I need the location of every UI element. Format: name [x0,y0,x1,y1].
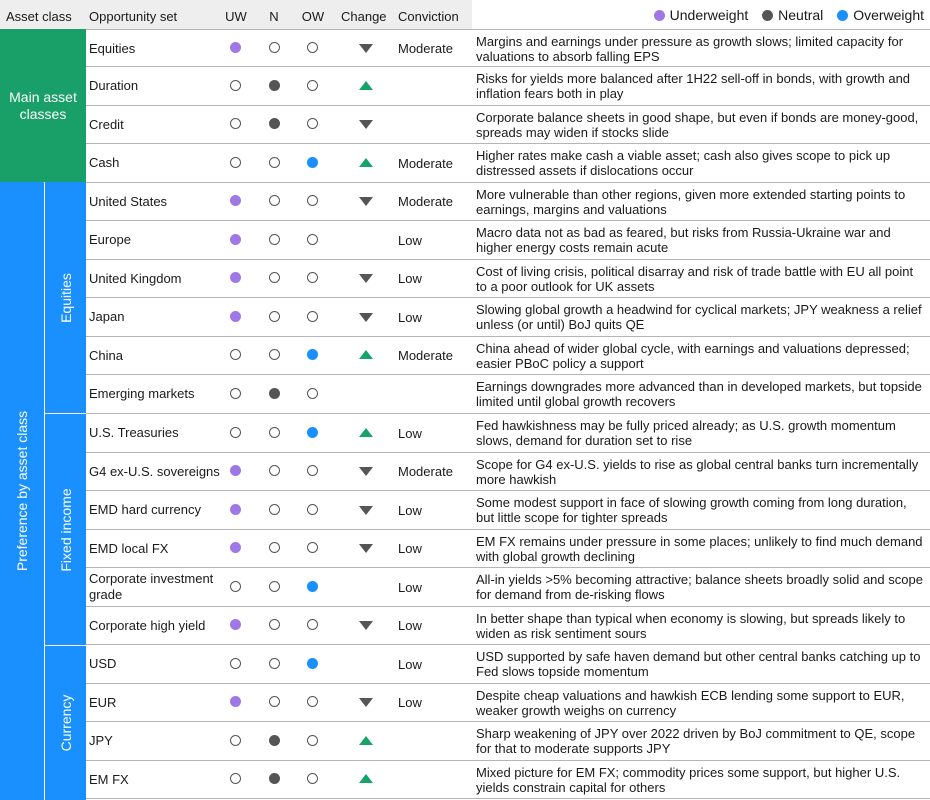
triangle-up-icon [359,350,373,359]
uw-dot-icon [230,388,241,399]
table-row [86,492,930,530]
triangle-down-icon [359,698,373,707]
opportunity-name: United Kingdom [89,270,182,286]
opportunity-name: EM FX [89,771,129,787]
opportunity-name: Duration [89,78,139,94]
n-dot-icon [269,619,280,630]
legend-neutral-label: Neutral [778,7,824,23]
ow-dot-icon [307,42,318,53]
opportunity-name: EMD local FX [89,540,169,556]
n-dot-icon [269,696,280,707]
ow-dot-icon [307,658,318,669]
n-dot-icon [269,388,280,399]
ow-dot-icon [307,388,318,399]
table-row [86,646,930,684]
header-n: N [269,9,279,24]
opportunity-name: United States [89,193,168,209]
group-equities [44,182,86,413]
ow-dot-icon [307,504,318,515]
n-dot-icon [269,773,280,784]
n-dot-icon [269,118,280,129]
opportunity-name: Corporate investment grade [89,571,214,603]
table-row [86,145,930,183]
commentary: More vulnerable than other regions, given more extended starting points to earnings, margins and valuations [476,186,906,217]
conviction-value: Low [398,425,422,441]
triangle-up-icon [359,428,373,437]
commentary: Some modest support in face of slowing growth coming from long duration, but little scope for tighter spreads [476,495,907,526]
commentary: Slowing global growth a headwind for cyclical markets; JPY weakness a relief unless (or until) BoJ quits QE [476,302,922,333]
n-dot-icon [269,349,280,360]
table-row [86,415,930,453]
n-dot-icon [269,157,280,168]
legend-overweight-label: Overweight [853,7,924,23]
ow-dot-icon [307,195,318,206]
uw-dot-icon [230,349,241,360]
uw-dot-icon [230,504,241,515]
group-currency [44,645,86,800]
commentary: Higher rates make cash a viable asset; cash also gives scope to pick up distressed assets if dislocations occur [476,148,891,179]
opportunity-name: Equities [89,40,136,56]
table-row [86,569,930,607]
commentary: Corporate balance sheets in good shape, but even if bonds are money-good, spreads may widen if stocks slide [476,109,919,140]
ow-dot-icon [307,581,318,592]
opportunity-name: JPY [89,733,113,749]
ow-dot-icon [307,465,318,476]
ow-dot-icon [307,311,318,322]
opportunity-name: Cash [89,155,120,171]
commentary: Margins and earnings under pressure as growth slows; limited capacity for valuations to absorb falling EPS [476,33,904,64]
conviction-value: Moderate [398,464,453,480]
uw-dot-icon [230,42,241,53]
opportunity-name: USD [89,656,117,672]
table-row [86,29,930,67]
legend [644,0,924,29]
commentary: Earnings downgrades more advanced than in developed markets, but topside limited until global growth recovers [476,379,922,410]
uw-dot-icon [230,272,241,283]
ow-dot-icon [307,157,318,168]
table-row [86,530,930,568]
commentary: China ahead of wider global cycle, with earnings and valuations depressed; easier PBoC policy a support [476,340,910,371]
conviction-value: Low [398,695,422,711]
table-row [86,299,930,337]
commentary: Despite cheap valuations and hawkish ECB lending some support to EUR, weaker growth weighs on currency [476,687,905,718]
uw-dot-icon [230,311,241,322]
header-change: Change [341,9,387,24]
triangle-down-icon [359,197,373,206]
ow-dot-icon [307,735,318,746]
group-fixed-income [44,413,86,645]
triangle-down-icon [359,621,373,630]
n-dot-icon [269,658,280,669]
opportunity-name: Japan [89,309,125,325]
uw-dot-icon [230,118,241,129]
uw-dot-icon [230,581,241,592]
commentary: Scope for G4 ex-U.S. yields to rise as global central banks turn incrementally more hawkish [476,456,919,487]
ow-dot-icon [307,80,318,91]
n-dot-icon [269,80,280,91]
header-ow: OW [301,9,325,24]
triangle-down-icon [359,274,373,283]
triangle-down-icon [359,467,373,476]
n-dot-icon [269,427,280,438]
header-asset-class: Asset class [6,9,72,24]
n-dot-icon [269,234,280,245]
n-dot-icon [269,42,280,53]
commentary: Fed hawkishness may be fully priced already; as U.S. growth momentum slows, demand for duration set to rise [476,418,896,448]
opportunity-name: China [89,347,123,363]
ow-dot-icon [307,619,318,630]
conviction-value: Low [398,618,422,634]
conviction-value: Low [398,309,422,325]
n-dot-icon [269,504,280,515]
triangle-up-icon [359,158,373,167]
table-header [0,0,930,29]
legend-underweight [654,0,749,31]
n-dot-icon [269,735,280,746]
conviction-value: Low [398,656,422,672]
n-dot-icon [269,581,280,592]
commentary: Risks for yields more balanced after 1H22 sell-off in bonds, with growth and inflation fears both in play [476,71,911,102]
group-fixed-income-label: Fixed income [57,487,74,572]
table-row [86,183,930,221]
group-main-asset-classes [0,29,86,182]
group-main-label: Main asset classes [9,88,77,122]
opportunity-name: Europe [89,232,131,248]
uw-dot-icon [230,157,241,168]
uw-dot-icon [230,195,241,206]
commentary: USD supported by safe haven demand but other central banks catching up to Fed slows topside momentum [476,649,921,680]
conviction-value: Moderate [398,348,453,364]
n-dot-icon [269,272,280,283]
conviction-value: Moderate [398,194,453,210]
conviction-value: Low [398,271,422,287]
table-row [86,607,930,645]
triangle-up-icon [359,774,373,783]
opportunity-name: EUR [89,694,117,710]
conviction-value: Low [398,502,422,518]
ow-dot-icon [307,234,318,245]
ow-dot-icon [307,272,318,283]
triangle-up-icon [359,736,373,745]
ow-dot-icon [307,696,318,707]
ow-dot-icon [307,427,318,438]
opportunity-name: U.S. Treasuries [89,425,179,440]
uw-dot-icon [230,658,241,669]
uw-dot-icon [230,427,241,438]
header-opportunity-set: Opportunity set [89,9,178,24]
n-dot-icon [269,195,280,206]
commentary: Macro data not as bad as feared, but risks from Russia-Ukraine war and higher energy costs remain acute [476,225,891,256]
table-row [86,453,930,491]
uw-dot-icon [230,465,241,476]
legend-underweight-label: Underweight [669,7,749,23]
uw-dot-icon [230,234,241,245]
ow-dot-icon [307,773,318,784]
group-preference-label: Preference by asset class [14,410,30,572]
table-row [86,68,930,106]
conviction-value: Moderate [398,155,453,171]
triangle-up-icon [359,81,373,90]
header-conviction: Conviction [398,9,459,24]
triangle-down-icon [359,313,373,322]
table-row [86,684,930,722]
opportunity-name: G4 ex-U.S. sovereigns [89,463,220,479]
uw-dot-icon [230,80,241,91]
overweight-dot-icon [837,10,848,21]
group-preference-by-asset-class [0,182,44,800]
n-dot-icon [269,311,280,322]
conviction-value: Low [398,232,422,248]
uw-dot-icon [230,696,241,707]
conviction-value: Low [398,579,422,595]
legend-overweight [837,0,924,31]
table-row [86,761,930,799]
uw-dot-icon [230,542,241,553]
n-dot-icon [269,465,280,476]
opportunity-name: Corporate high yield [89,617,206,633]
triangle-down-icon [359,544,373,553]
commentary: All-in yields >5% becoming attractive; balance sheets broadly solid and scope for demand from de-risking flows [476,572,923,603]
uw-dot-icon [230,619,241,630]
table-row [86,260,930,298]
commentary: Sharp weakening of JPY over 2022 driven by BoJ commitment to QE, scope for that to moderate supports JPY [476,726,916,757]
commentary: Mixed picture for EM FX; commodity prices some support, but higher U.S. yields constrain capital for others [476,764,901,795]
uw-dot-icon [230,735,241,746]
underweight-dot-icon [654,10,665,21]
conviction-value: Moderate [398,41,453,56]
n-dot-icon [269,542,280,553]
table-row [86,376,930,414]
opportunity-name: Credit [89,116,124,132]
commentary: Cost of living crisis, political disarray and risk of trade battle with EU all point to a poor outlook for UK assets [476,263,914,294]
conviction-value: Low [398,541,422,557]
ow-dot-icon [307,349,318,360]
triangle-down-icon [359,506,373,515]
group-currency-label: Currency [57,694,74,752]
triangle-down-icon [359,120,373,129]
table-row [86,337,930,375]
commentary: In better shape than typical when economy is slowing, but spreads likely to widen as risk sentiment sours [476,610,906,641]
group-equities-label: Equities [57,272,74,323]
commentary: EM FX remains under pressure in some places; unlikely to find much demand with global growth declining [476,533,923,564]
table-row [86,106,930,144]
table-row [86,222,930,260]
ow-dot-icon [307,542,318,553]
opportunity-name: EMD hard currency [89,502,201,518]
table-row [86,723,930,761]
legend-neutral [762,0,823,31]
triangle-down-icon [359,44,373,53]
ow-dot-icon [307,118,318,129]
opportunity-name: Emerging markets [89,386,195,402]
header-uw: UW [225,9,247,24]
neutral-dot-icon [762,10,773,21]
uw-dot-icon [230,773,241,784]
